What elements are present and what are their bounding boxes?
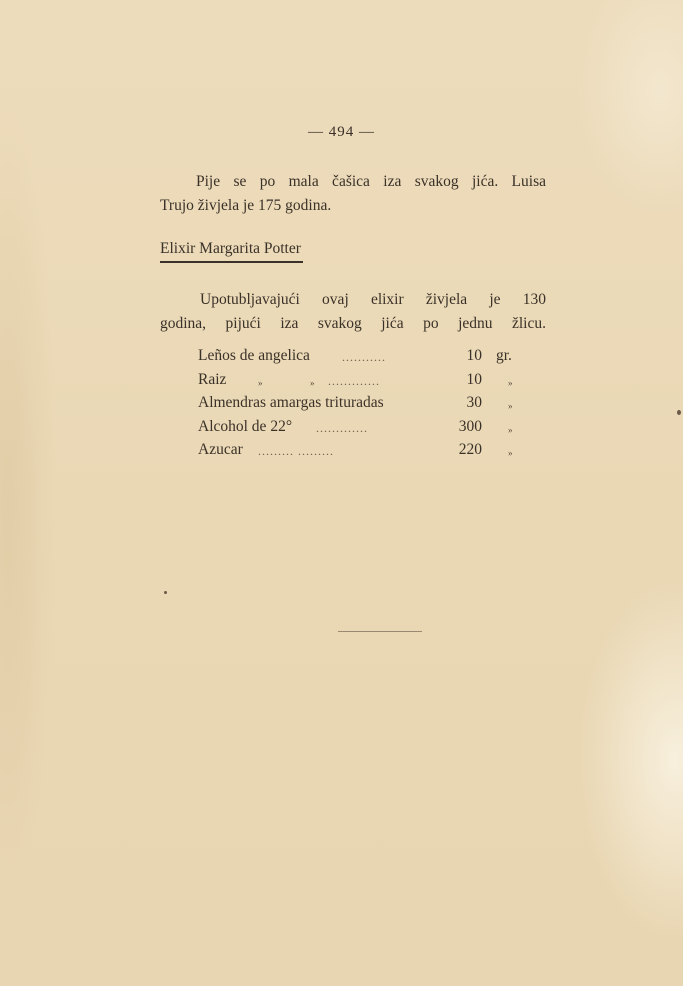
- ingredient-amount: 10: [466, 347, 482, 364]
- paragraph-line: godina, pijući iza svakog jića po jednu žlicu.: [160, 315, 546, 332]
- ingredient-unit: »: [508, 377, 513, 388]
- paragraph-line: Pije se po mala čašica iza svakog jića. Luisa: [196, 173, 546, 190]
- paragraph-line: Upotubljavajući ovaj elixir živjela je 130: [200, 291, 546, 308]
- ingredient-row: [198, 415, 538, 439]
- ingredient-name: Azucar: [198, 441, 243, 458]
- ingredient-row: [198, 344, 538, 368]
- leader-dots: ...........: [342, 350, 386, 364]
- divider-rule: [338, 631, 422, 632]
- ingredient-unit: »: [508, 424, 513, 435]
- ingredient-unit: »: [508, 401, 513, 411]
- ingredient-row: [198, 391, 538, 415]
- ingredient-amount: 10: [466, 370, 482, 388]
- ingredient-amount: 220: [458, 441, 482, 458]
- paragraph-elixir-usage: [160, 288, 546, 336]
- ingredient-amount: 30: [466, 394, 482, 411]
- paper-speck: [164, 591, 167, 594]
- ingredient-unit: gr.: [496, 347, 512, 364]
- ingredient-list: [198, 344, 538, 462]
- leader-dots: .............: [328, 373, 380, 388]
- ditto-mark: »: [310, 377, 315, 388]
- leader-dots: ......... .........: [258, 444, 334, 458]
- ingredient-name: Raiz: [198, 370, 227, 388]
- ingredient-name: Leños de angelica: [198, 347, 310, 364]
- ingredient-row: [198, 368, 538, 392]
- ingredient-name: Almendras amargas trituradas: [198, 394, 384, 411]
- page-number: — 494 —: [308, 124, 375, 140]
- section-heading: Elixir Margarita Potter: [160, 238, 303, 263]
- paper-speck: [677, 410, 681, 415]
- ditto-mark: »: [258, 377, 263, 388]
- ingredient-unit: »: [508, 448, 513, 458]
- ingredient-name: Alcohol de 22°: [198, 417, 293, 435]
- ingredient-amount: 300: [458, 417, 482, 435]
- paragraph-luisa-trujo: [160, 170, 546, 218]
- leader-dots: .............: [316, 420, 368, 435]
- ingredient-row: [198, 438, 538, 462]
- paragraph-line: Trujo živjela je 175 godina.: [160, 197, 332, 214]
